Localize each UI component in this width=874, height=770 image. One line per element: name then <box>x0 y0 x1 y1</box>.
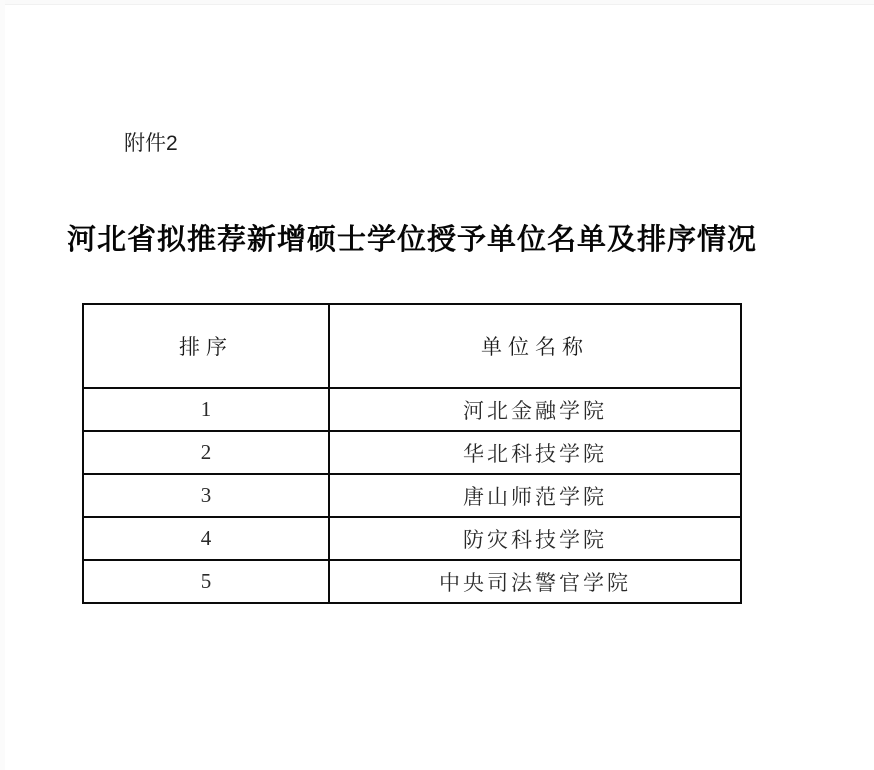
table-header-row <box>83 304 741 388</box>
table-row <box>83 474 741 517</box>
unit-name-cell: 河北金融学院 <box>329 388 741 431</box>
scan-edge-left <box>0 0 5 770</box>
rank-cell: 2 <box>83 431 329 474</box>
attachment-label: 附件2 <box>124 132 178 155</box>
page-title: 河北省拟推荐新增硕士学位授予单位名单及排序情况 <box>66 224 757 256</box>
unit-name-cell: 中央司法警官学院 <box>329 560 741 603</box>
table-row <box>83 431 741 474</box>
rank-cell: 5 <box>83 560 329 603</box>
header-unit-name: 单位名称 <box>329 304 741 388</box>
header-rank: 排序 <box>83 304 329 388</box>
unit-name-cell: 华北科技学院 <box>329 431 741 474</box>
rank-cell: 3 <box>83 474 329 517</box>
unit-name-cell: 唐山师范学院 <box>329 474 741 517</box>
table-row <box>83 560 741 603</box>
table-row <box>83 517 741 560</box>
scan-edge-top <box>0 0 874 5</box>
unit-name-cell: 防灾科技学院 <box>329 517 741 560</box>
rank-cell: 4 <box>83 517 329 560</box>
rank-cell: 1 <box>83 388 329 431</box>
ranking-table <box>82 303 742 604</box>
table-row <box>83 388 741 431</box>
